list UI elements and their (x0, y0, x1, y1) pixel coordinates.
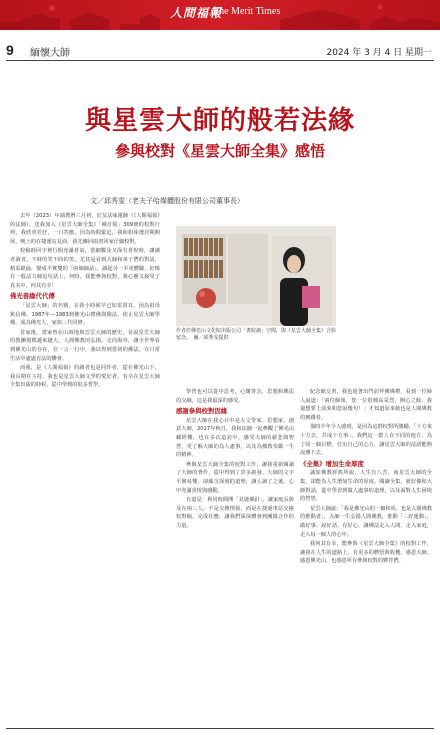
page-header (0, 42, 440, 58)
paragraph: 校稿時回字裡行間充滿喜氣，當細數及又深有喜悅時，讓讀者讀者，不時的笑不時的笑，尤其是看到大師和弟子們的對話，精采絕倫，變成平實雙的「兩個師話」，讀起另一半更體驗，好像有一股法力師這句話上，何時，我能參與校對，我心靈又接受了真美中，何其有幸！ (10, 248, 160, 289)
photo-image-icon (176, 226, 336, 326)
paragraph: 星雲大師說：「我是佛光山的一個和尚，也是人間佛教的推動者」，大師一生弘揚人間佛教，推動「三好運動」，做好事、說好話、存好心，讓佛法走入人間，走入家庭，走入每一個人的心中。 (300, 505, 432, 538)
masthead-banner (0, 0, 440, 30)
paragraph: 「星雲大師」的名號，在我小時候早已如雷貫耳，因為祖母篤信佛。1987年—1983到佛光山禮佛與聞法，依止星雲大師學佛。成為佛光人，家族三代同修。 (10, 302, 160, 327)
paragraph: 首家後，當家曾在山坡地與雲雲大師的歷史，並說星雲大師的教團規模越來越大，人間佛教的弘揚，走向海外，讓全世界看到佛光山的存在，在一言一行中，我以得到當初的佛法，在日常生活中處處有法的體會。 (10, 329, 160, 362)
author-photo (176, 226, 336, 326)
article-column-1 (10, 212, 160, 720)
article-column-2 (176, 388, 294, 720)
section-subtitle: 佛光善緣代代傳 (10, 292, 55, 301)
article-headline: 與星雲大師的般若法緣 (84, 106, 355, 136)
header-divider (6, 60, 434, 61)
article-byline: 文／邱秀雯（老夫子哈媒體股份有限公司董事長） (90, 197, 244, 205)
section-subtitle: 感謝參與校對因緣 (176, 407, 228, 416)
brand-english: The Merit Times (213, 6, 281, 17)
article-column-3 (300, 388, 432, 720)
paragraph: 去年（2023）年端農曆三月初，好友法味蓮師（《人間福報》的法師）。送我加入《星雲大師全集》「補訂版」309冊的校對行列，我欣喜若狂，一口答應，因為時間緊迫，我和姐妹選居期開展，晚上的在捷運站見面，我先練回兩書回家仔細校對。 (10, 213, 160, 245)
article-subheadline: 參與校對《星雲大師全集》感悟 (114, 142, 325, 160)
footer-divider (6, 728, 434, 729)
paragraph: 我何其有幸，能參與《星雲大師全集》的校對工作，讓我在人生的道路上，有更多的體悟與收穫。感恩大師，感恩佛光山，也感恩所有參與校對的夥伴們。 (300, 541, 432, 565)
issue-date: 2024 年 3 月 4 日 星期一 (326, 48, 432, 58)
photo-caption: 作者於佛光山文化院出版公司「書院讀」空間，與《星雲大師全集》合影留念。 圖／邱秀雯提供 (176, 328, 337, 341)
section-title: 緬懷大師 (30, 48, 70, 59)
paragraph: 有道是：利用時間開「見縫插針」，讓家庭長與及在兩三人，不是交換情報，而是在捷運車站交換校對稿，完成任務，讓我們深深體會到團隊合作的力量。 (176, 497, 294, 529)
paragraph: 星雲大師在我心目中是大文學家、思想家、創意大師，2017年秋日，我和法師一起參觀了佛光山藏經樓，也在多次造訪中，感受大師的慈悲與智慧，更了解大師的為人處事，以及為佛教奉獻一生的精神。 (176, 417, 294, 459)
section-subtitle: 《全集》增加生命厚度 (300, 459, 364, 468)
page-number: 9 (6, 42, 14, 58)
paragraph: 紀念館交書，我也趁著出門前拜佛佛禮，看到一位婦人說道：「兩位師姐，您一位很興高采烈，開心之餘，我還想要上前來和您說幾句！」才知道原來她也是人間佛教的實踐者。 (300, 389, 432, 421)
brand-logo: 人間福報 (170, 6, 223, 20)
paragraph: 那時半年令人感到，是因為這群校對所激勵，「十方來十方去，共成十方事」，我們這一群人在不同的地方，為了同一個目標，付出自己的心力，讓星雲大師的法語能夠流傳下去。 (300, 424, 432, 457)
paragraph: 而我，是《人間福報》的讀者也是同作者，從在佛光山下，我長期在主持，我也是星雲大師文學的愛好者，有幸在星雲大師全集出版的時候，從中學到的很多哲學。 (10, 365, 160, 389)
paragraph: 誠如佛教經典所說，人生有八苦，而星雲大師的全集，卻能為人生增加生命的厚度。閱讀全集，就好像和大師對話，從中學習到做人處事的道理，以及面對人生困境的智慧。 (300, 470, 432, 503)
paragraph: 學習也可以從中思考，心懷善念，思想和佛法的交融，這是我最深的感受。 (176, 389, 294, 404)
paragraph: 參與星雲大師全集的校對工作，讓我重新閱讀了大師的著作，從中得到了許多啟發。大師的文字平實易懂，卻蘊含深刻的道理，讓人讀了之後，心中充滿喜悅與感動。 (176, 461, 294, 494)
